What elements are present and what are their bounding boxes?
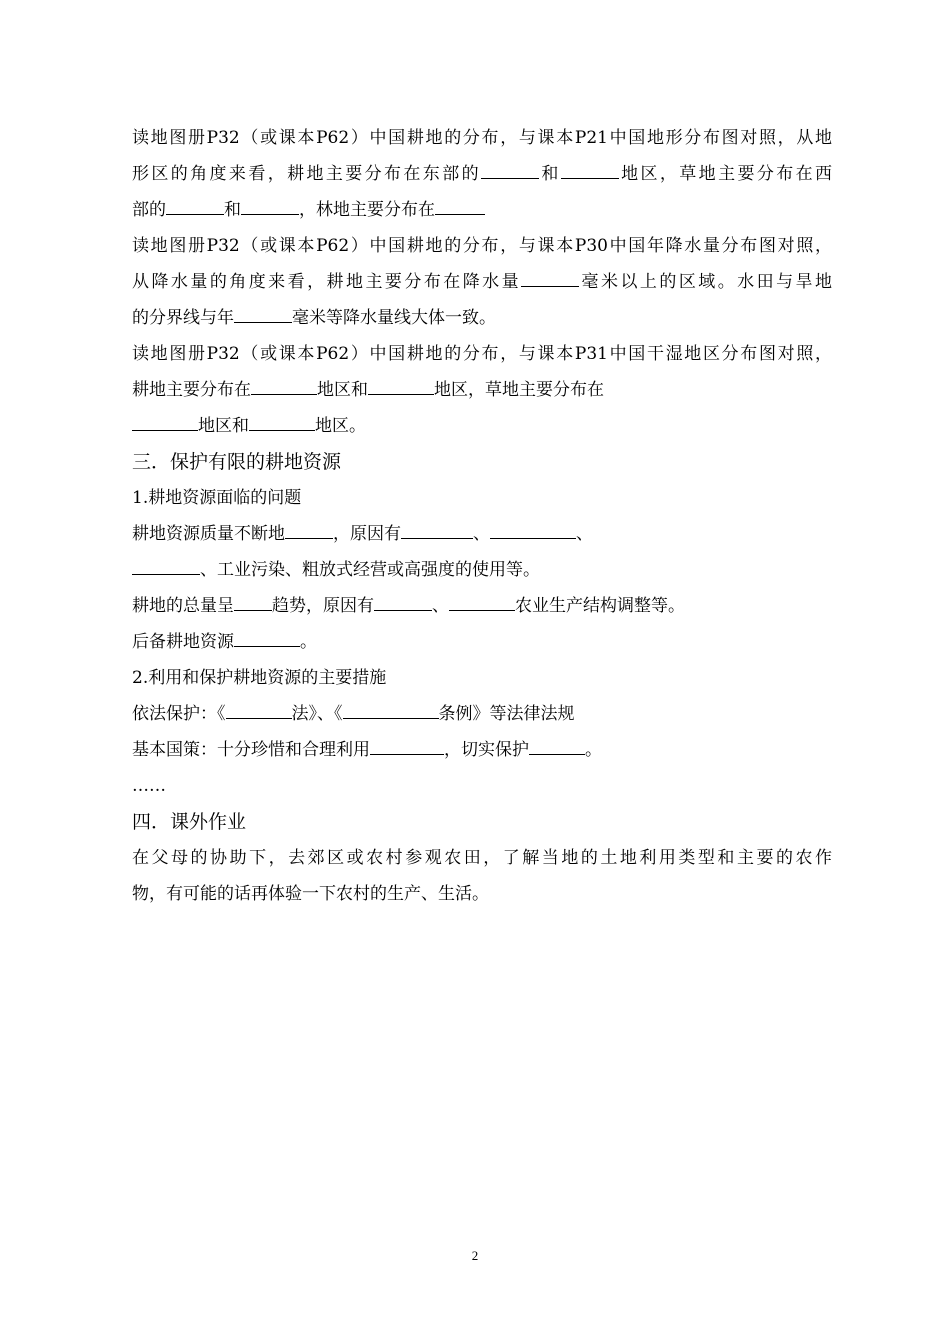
- p2-line2: [132, 264, 832, 300]
- text: 、工业污染、粗放式经营或高强度的使用等。: [200, 560, 540, 580]
- text: ，林地主要分布在: [299, 200, 435, 220]
- fill-blank[interactable]: [529, 734, 585, 755]
- text: 在父母的协助下，去郊区或农村参观农田，了解当地的土地利用类型和主要的农作: [132, 848, 832, 868]
- fill-blank[interactable]: [132, 554, 200, 575]
- text: 读地图册P32（或课本P62）中国耕地的分布，与课本P31中国干湿地区分布图对照，: [132, 344, 832, 364]
- p1-line1: [132, 120, 832, 156]
- fill-blank[interactable]: [521, 266, 579, 287]
- text: 法》、《: [291, 704, 343, 724]
- fill-blank[interactable]: [234, 626, 300, 647]
- text: 毫米等降水量线大体一致。: [292, 308, 496, 328]
- text: 地区。: [315, 416, 366, 436]
- text: 、: [432, 596, 449, 616]
- fill-blank[interactable]: [561, 158, 619, 179]
- text: 条例》等法律法规: [438, 704, 575, 724]
- text: 地区，草地主要分布在西: [618, 164, 833, 184]
- s4-line1: [132, 840, 832, 876]
- s3-m2-line: [132, 732, 832, 768]
- p3-line3: [132, 408, 832, 444]
- fill-blank[interactable]: [435, 194, 485, 215]
- s4-line2: [132, 876, 832, 912]
- fill-blank[interactable]: [234, 590, 272, 611]
- fill-blank[interactable]: [251, 374, 317, 395]
- p1-line2: [132, 156, 832, 192]
- section-3-title: 三．保护有限的耕地资源: [132, 451, 342, 473]
- fill-blank[interactable]: [374, 590, 432, 611]
- fill-blank[interactable]: [449, 590, 515, 611]
- p2-line3: [132, 300, 832, 336]
- text: 耕地资源质量不断地: [132, 524, 285, 544]
- s3-q1-line: [132, 516, 832, 552]
- text: 后备耕地资源: [132, 632, 234, 652]
- page-number: 2: [471, 1248, 479, 1263]
- document-body: [132, 120, 832, 912]
- text: ……: [132, 776, 166, 796]
- fill-blank[interactable]: [343, 698, 439, 719]
- text: 2.利用和保护耕地资源的主要措施: [132, 668, 387, 688]
- text: 地区，草地主要分布在: [434, 380, 604, 400]
- text: 地区和: [198, 416, 249, 436]
- text: 。: [300, 632, 317, 652]
- text: 1.耕地资源面临的问题: [132, 488, 302, 508]
- text: 。: [585, 740, 602, 760]
- text: 物，有可能的话再体验一下农村的生产、生活。: [132, 884, 489, 904]
- fill-blank[interactable]: [241, 194, 299, 215]
- text: 耕地主要分布在: [132, 380, 251, 400]
- fill-blank[interactable]: [368, 374, 434, 395]
- text: 从降水量的角度来看，耕地主要分布在降水量: [132, 272, 522, 292]
- text: 依法保护：《: [132, 704, 226, 724]
- text: 趋势，原因有: [272, 596, 374, 616]
- text: 、: [473, 524, 490, 544]
- s3-q2-line: [132, 552, 832, 588]
- p3-line1: [132, 336, 832, 372]
- p2-line1: [132, 228, 832, 264]
- fill-blank[interactable]: [249, 410, 315, 431]
- text: ，切实保护: [444, 740, 529, 760]
- fill-blank[interactable]: [481, 158, 539, 179]
- text: 和: [224, 200, 241, 220]
- text: 基本国策：十分珍惜和合理利用: [132, 740, 370, 760]
- fill-blank[interactable]: [490, 518, 576, 539]
- text: ，原因有: [333, 524, 401, 544]
- text: 和: [538, 164, 561, 184]
- s3-ellipsis: [132, 768, 832, 804]
- fill-blank[interactable]: [370, 734, 444, 755]
- text: 读地图册P32（或课本P62）中国耕地的分布，与课本P21中国地形分布图对照，从地: [132, 128, 832, 148]
- p3-line2: [132, 372, 832, 408]
- text: 地区和: [317, 380, 368, 400]
- fill-blank[interactable]: [234, 302, 292, 323]
- s3-q4-line: [132, 624, 832, 660]
- fill-blank[interactable]: [132, 410, 198, 431]
- text: 耕地的总量呈: [132, 596, 234, 616]
- text: 毫米以上的区域。水田与旱地: [579, 272, 833, 292]
- fill-blank[interactable]: [166, 194, 224, 215]
- text: 部的: [132, 200, 166, 220]
- section-4-title: 四．课外作业: [132, 811, 247, 833]
- fill-blank[interactable]: [226, 698, 292, 719]
- section-3-subheading-1: [132, 480, 832, 516]
- p1-line3: [132, 192, 832, 228]
- text: 、: [576, 524, 593, 544]
- text: 读地图册P32（或课本P62）中国耕地的分布，与课本P30中国年降水量分布图对照，: [132, 236, 832, 256]
- text: 农业生产结构调整等。: [515, 596, 685, 616]
- s3-m1-line: [132, 696, 832, 732]
- fill-blank[interactable]: [285, 518, 333, 539]
- text: 形区的角度来看，耕地主要分布在东部的: [132, 164, 481, 184]
- text: 的分界线与年: [132, 308, 234, 328]
- fill-blank[interactable]: [401, 518, 473, 539]
- s3-q3-line: [132, 588, 832, 624]
- section-3-subheading-2: [132, 660, 832, 696]
